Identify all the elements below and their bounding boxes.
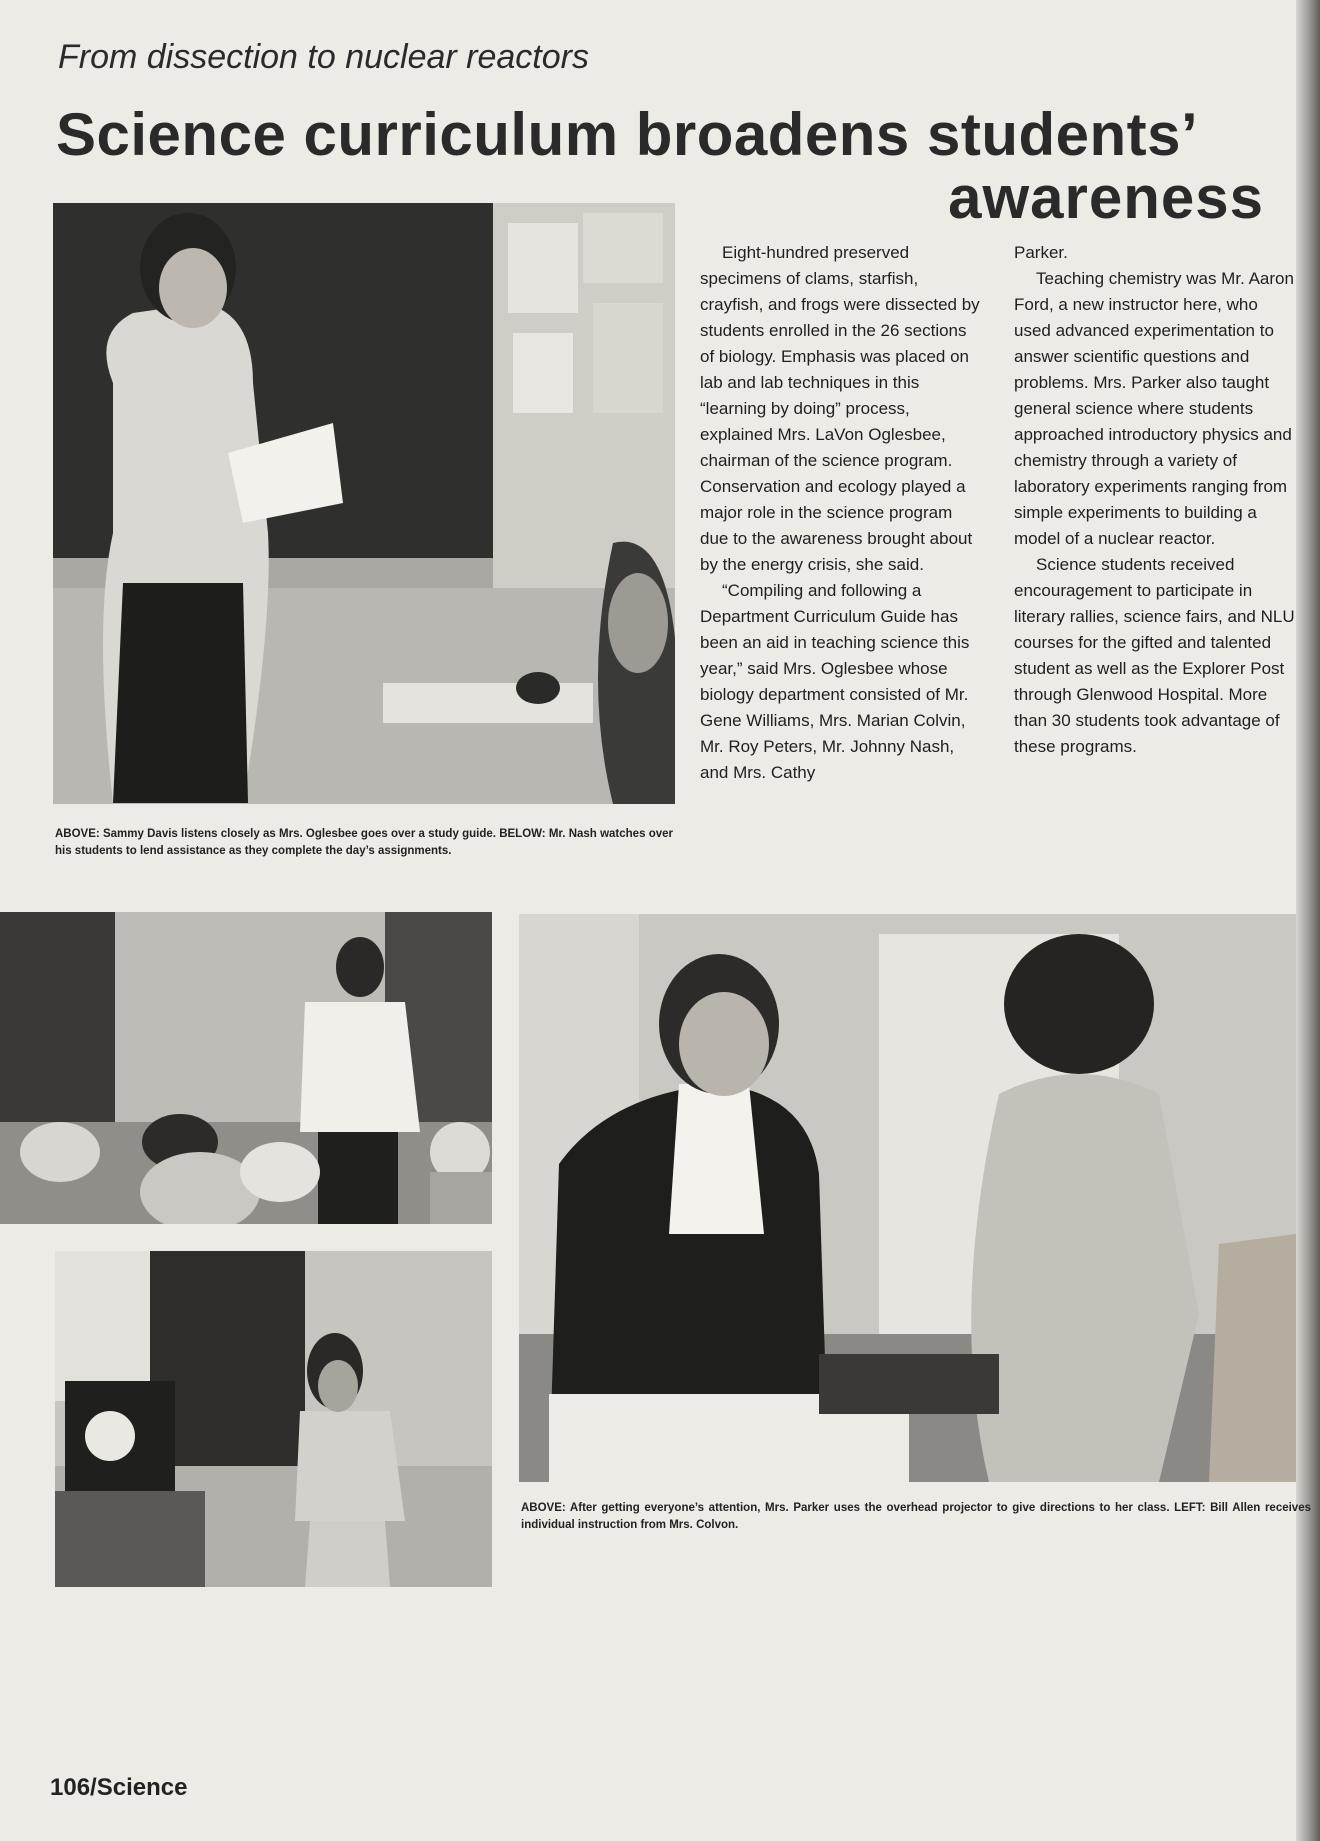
headline: Science curriculum broadens students’	[56, 101, 1199, 168]
article-paragraph: “Compiling and following a Department Curriculum Guide has been an aid in teaching science this year,” said Mrs. Oglesbee whose biology department consisted of Mr. Gene Williams, Mrs. Marian Colvin, Mr. Roy Peters, Mr. Johnny Nash, and Mrs. Cathy	[700, 581, 970, 782]
photo-teacher-student	[519, 914, 1296, 1482]
caption-top: ABOVE: Sammy Davis listens closely as Mrs. Oglesbee goes over a study guide. BELOW: Mr. Nash watches over his students to lend assistance as they complete the day’s assignments.	[55, 828, 673, 857]
photo-teacher-chalkboard	[53, 203, 675, 804]
caption-bottom: ABOVE: After getting everyone’s attention, Mrs. Parker uses the overhead projector to give directions to her class. LEFT: Bill Allen receives individual instruction from Mrs. Colvon.	[521, 1502, 1311, 1531]
article-column-2	[1014, 240, 1296, 760]
photo-teacher-projector	[55, 1251, 492, 1587]
article-column-1	[700, 240, 982, 786]
binding-edge	[1296, 0, 1320, 1841]
article-paragraph: Science students received encouragement to participate in literary rallies, science fairs, and NLU courses for the gifted and talented student as well as the Explorer Post through Glenwood Hospital. More than 30 students took advantage of these programs.	[1014, 555, 1295, 756]
article-paragraph: Parker.	[1014, 243, 1068, 262]
kicker: From dissection to nuclear reactors	[58, 38, 589, 76]
photo-classroom	[0, 912, 492, 1224]
headline-continued: awareness	[948, 164, 1264, 231]
article-paragraph: Teaching chemistry was Mr. Aaron Ford, a new instructor here, who used advanced experimentation to answer scientific questions and problems. Mrs. Parker also taught general science where students approached introductory physics and chemistry through a variety of laboratory experiments ranging from simple experiments to building a model of a nuclear reactor.	[1014, 269, 1294, 548]
page-folio: 106/Science	[50, 1774, 188, 1801]
article-paragraph: Eight-hundred preserved specimens of clams, starfish, crayfish, and frogs were dissected by students enrolled in the 26 sections of biology. Emphasis was placed on lab and lab techniques in this “learning by doing” process, explained Mrs. LaVon Oglesbee, chairman of the science program. Conservation and ecology played a major role in the science program due to the awareness brought about by the energy crisis, she said.	[700, 243, 980, 574]
